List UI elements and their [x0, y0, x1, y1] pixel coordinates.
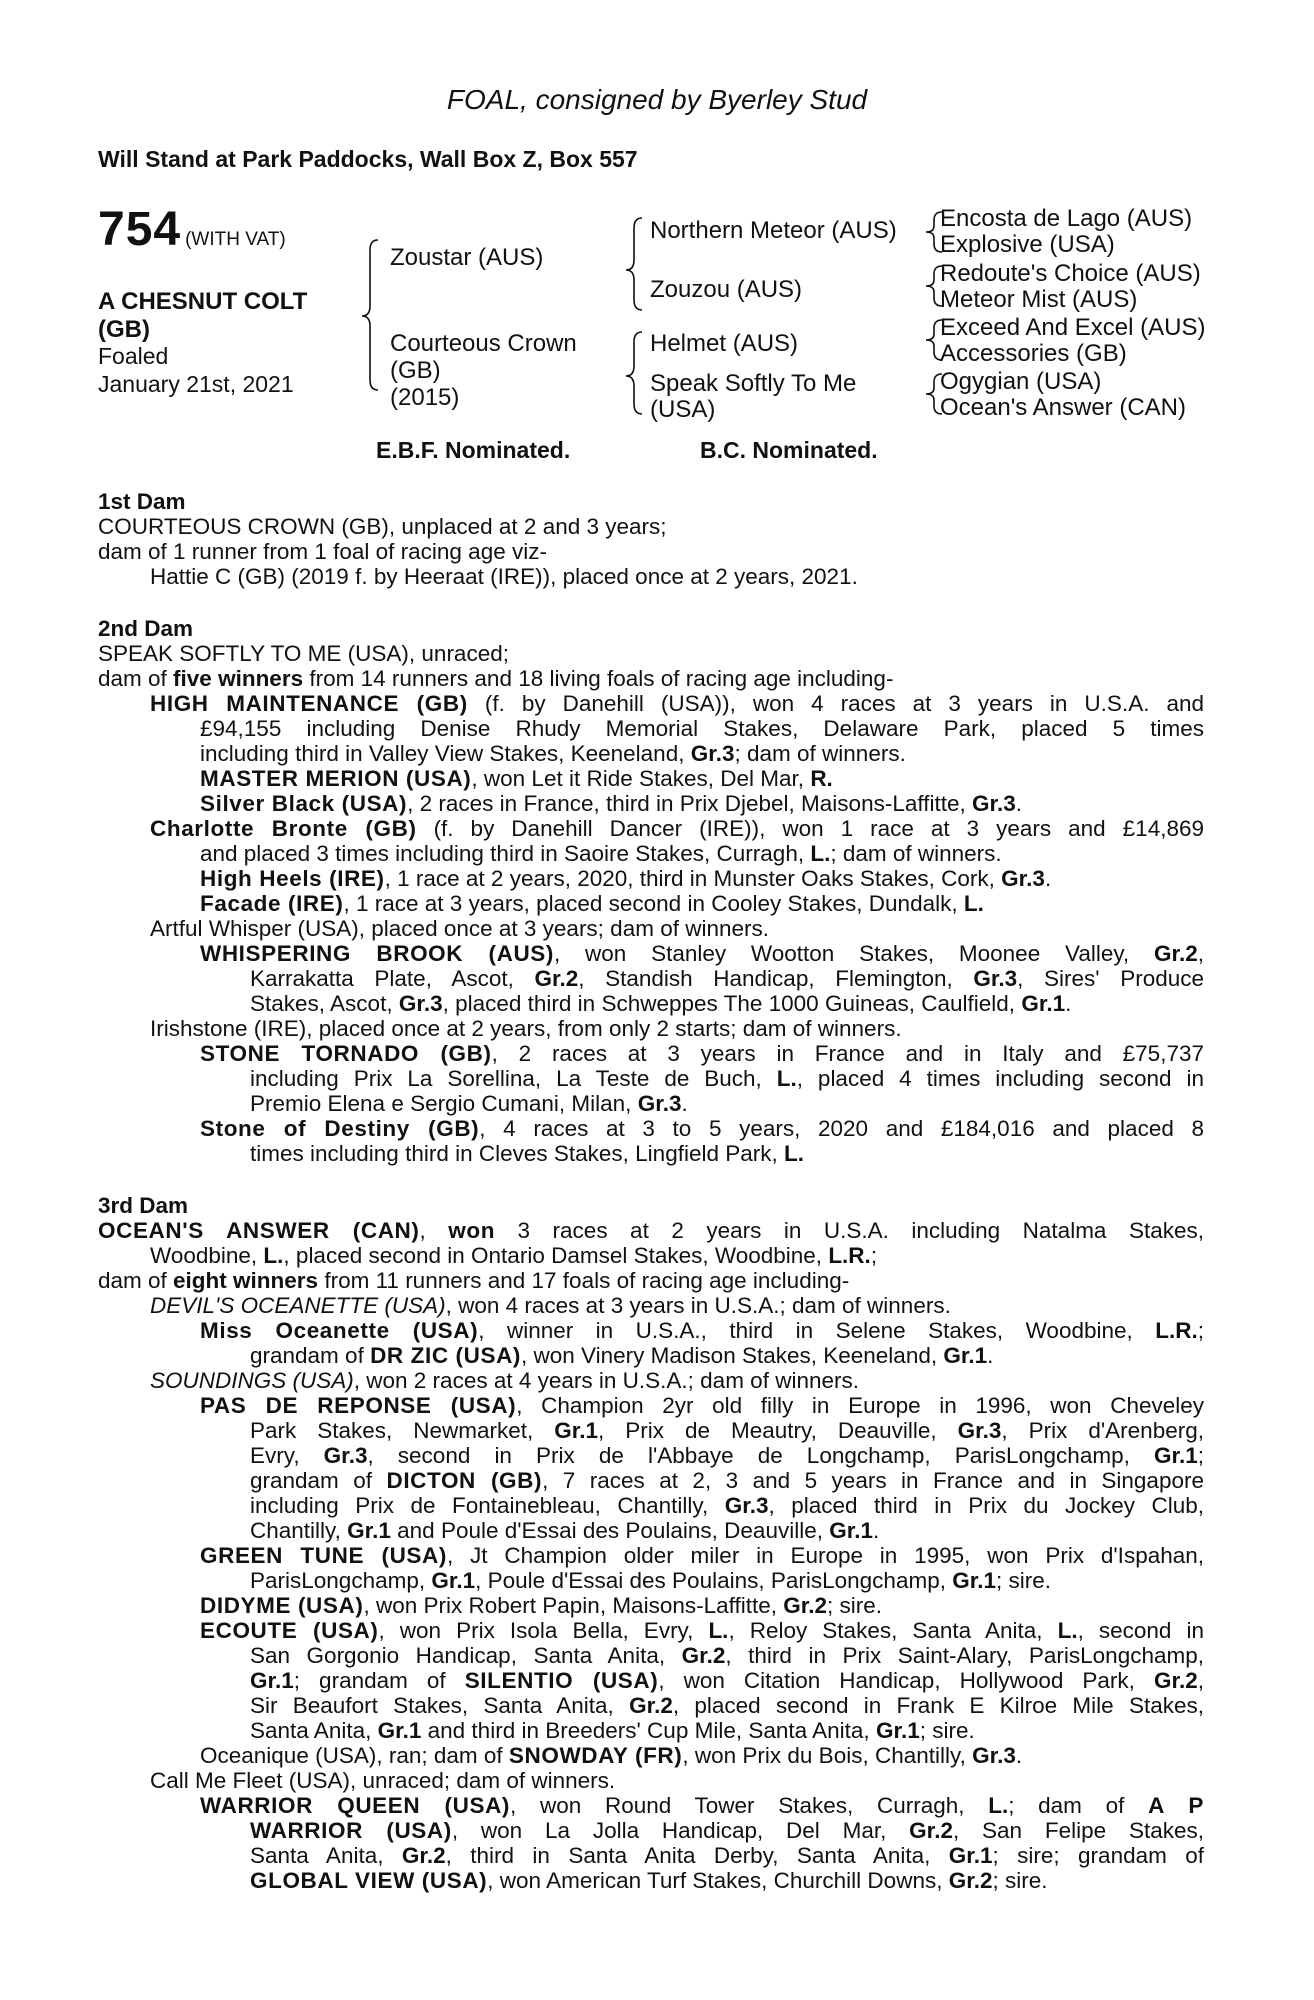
horse-name: Facade (IRE)	[200, 891, 344, 916]
text: , second in	[1077, 1618, 1204, 1643]
grade: Gr.1	[377, 1718, 422, 1743]
third-dam-line	[250, 1443, 1204, 1468]
grade: Gr.2	[681, 1643, 726, 1668]
text: , placed third in Prix du Jockey Club,	[768, 1493, 1204, 1518]
first-dam-line: dam of 1 runner from 1 foal of racing age viz-	[98, 539, 547, 564]
text: , won Prix Robert Papin, Maisons-Laffitte,	[363, 1593, 784, 1618]
text: , won Let it Ride Stakes, Del Mar,	[471, 766, 811, 791]
text: ParisLongchamp,	[250, 1568, 432, 1593]
grade: Gr.1	[431, 1568, 476, 1593]
second-dam-line: £94,155 including Denise Rhudy Memorial Stakes, Delaware Park, placed 5 times	[200, 716, 1204, 741]
horse-name: SILENTIO (USA)	[464, 1668, 659, 1693]
text: , 7 races at 2, 3 and 5 years in France and in Singapore	[542, 1468, 1204, 1493]
grade: Gr.1	[347, 1518, 391, 1543]
text: , winner in U.S.A., third in Selene Stakes, Woodbine,	[478, 1318, 1156, 1343]
lot-description-country: (GB)	[98, 316, 150, 343]
second-dam-line	[250, 1141, 804, 1166]
third-dam-line	[150, 1243, 877, 1268]
second-dam-line	[250, 1091, 688, 1116]
text: Woodbine,	[150, 1243, 264, 1268]
vat-label: (WITH VAT)	[185, 229, 286, 250]
horse-name: DR ZIC (USA)	[370, 1343, 522, 1368]
text: , 1 race at 3 years, placed second in Cooley Stakes, Dundalk,	[343, 891, 964, 916]
third-dam-line	[250, 1868, 1048, 1893]
horse-name: MASTER MERION (USA)	[200, 766, 472, 791]
horse-name: Stone of Destiny (GB)	[200, 1116, 480, 1141]
horse-name: DICTON (GB)	[386, 1468, 543, 1493]
horse-name: Miss Oceanette (USA)	[200, 1318, 479, 1343]
text: dam of	[98, 666, 174, 691]
third-dam-line: Call Me Fleet (USA), unraced; dam of winners.	[150, 1768, 616, 1793]
text: Santa Anita,	[250, 1843, 402, 1868]
grade: L.	[1057, 1618, 1078, 1643]
horse-name: A P	[1148, 1793, 1204, 1818]
pedigree-sire-sire: Northern Meteor (AUS)	[650, 217, 897, 244]
text: , Champion 2yr old filly in Europe in 1996, won Cheveley	[516, 1393, 1204, 1418]
text: and third in Breeders' Cup Mile, Santa Anita,	[421, 1718, 876, 1743]
grade: L.	[988, 1793, 1009, 1818]
horse-name: WARRIOR (USA)	[250, 1818, 452, 1843]
foaled-date: January 21st, 2021	[98, 371, 294, 397]
text: ,	[1197, 1668, 1204, 1693]
grade: Gr.2	[783, 1593, 828, 1618]
grade: Gr.3	[637, 1091, 682, 1116]
third-dam-line	[200, 1743, 1022, 1768]
text: Sir Beaufort Stakes, Santa Anita,	[250, 1693, 630, 1718]
text: , won Prix Isola Bella, Evry,	[378, 1618, 709, 1643]
text: , won Stanley Wootton Stakes, Moonee Valley,	[554, 941, 1154, 966]
grade: Gr.3	[398, 991, 443, 1016]
text: , Standish Handicap, Flemington,	[578, 966, 974, 991]
second-dam-line	[200, 891, 984, 916]
text: , Prix d'Arenberg,	[1001, 1418, 1204, 1443]
text: Karrakatta Plate, Ascot,	[250, 966, 535, 991]
pedigree-dds: Ogygian (USA)	[940, 368, 1102, 395]
text: Santa Anita,	[250, 1718, 378, 1743]
second-dam-heading: 2nd Dam	[98, 616, 194, 641]
text: ; sire.	[827, 1593, 883, 1618]
page-title: FOAL, consigned by Byerley Stud	[446, 84, 868, 115]
text: , Sires' Produce	[1017, 966, 1204, 991]
second-dam-line: Artful Whisper (USA), placed once at 3 years; dam of winners.	[150, 916, 770, 941]
second-dam-line	[200, 1041, 1204, 1066]
pedigree-dam-country: (GB)	[390, 357, 441, 384]
text: , Jt Champion older miler in Europe in 1995, won Prix d'Ispahan,	[446, 1543, 1205, 1568]
text: including Prix de Fontainebleau, Chantilly,	[250, 1493, 725, 1518]
foaled-label: Foaled	[98, 343, 169, 369]
horse-name: HIGH MAINTENANCE (GB)	[150, 691, 468, 716]
grade: L.R.	[828, 1243, 871, 1268]
second-dam-line	[150, 816, 1204, 841]
text: , won American Turf Stakes, Churchill Downs,	[487, 1868, 949, 1893]
pedigree-dam-dam: Speak Softly To Me	[650, 370, 857, 397]
text: ; sire.	[919, 1718, 975, 1743]
horse-name: WHISPERING BROOK (AUS)	[200, 941, 555, 966]
second-dam-line	[200, 766, 833, 791]
text: , Poule d'Essai des Poulains, ParisLongchamp,	[475, 1568, 953, 1593]
grade: L.	[263, 1243, 284, 1268]
grade: Gr.1	[948, 1843, 993, 1868]
text: won	[448, 1218, 496, 1243]
grade: Gr.1	[554, 1418, 599, 1443]
text: ;	[1197, 1443, 1204, 1468]
text: Oceanique (USA), ran; dam of	[200, 1743, 509, 1768]
bc-nomination: B.C. Nominated.	[700, 437, 878, 463]
grade: R.	[810, 766, 833, 791]
text: ; grandam of	[293, 1668, 465, 1693]
grade: Gr.3	[971, 791, 1016, 816]
text: , 4 races at 3 to 5 years, 2020 and £184,016 and placed 8	[479, 1116, 1204, 1141]
text: including third in Valley View Stakes, Keeneland,	[200, 741, 691, 766]
third-dam-line	[250, 1668, 1204, 1693]
grade: Gr.3	[690, 741, 735, 766]
grade: Gr.3	[323, 1443, 368, 1468]
text: Park Stakes, Newmarket,	[250, 1418, 555, 1443]
pedigree-dam-year: (2015)	[390, 384, 460, 411]
text: , won La Jolla Handicap, Del Mar,	[451, 1818, 910, 1843]
text: ;	[870, 1243, 878, 1268]
second-dam-line	[200, 791, 1022, 816]
text: Chantilly,	[250, 1518, 348, 1543]
second-dam-line: SPEAK SOFTLY TO ME (USA), unraced;	[98, 641, 509, 666]
grade: L.	[776, 1066, 797, 1091]
text: .	[1044, 866, 1052, 891]
grade: Gr.1	[952, 1568, 996, 1593]
horse-name: Charlotte Bronte (GB)	[150, 816, 417, 841]
horse-name: PAS DE REPONSE (USA)	[200, 1393, 517, 1418]
grade: Gr.2	[401, 1843, 446, 1868]
third-dam-line	[250, 1418, 1204, 1443]
third-dam-line	[200, 1793, 1204, 1818]
text: ; dam of	[1008, 1793, 1149, 1818]
third-dam-line	[150, 1368, 859, 1393]
pedigree-sss: Encosta de Lago (AUS)	[940, 205, 1193, 232]
text: ;	[1197, 1318, 1204, 1343]
text: grandam of	[250, 1468, 387, 1493]
text: .	[873, 1518, 880, 1543]
grade: Gr.3	[972, 1743, 1016, 1768]
text: .	[681, 1091, 688, 1116]
text: San Gorgonio Handicap, Santa Anita,	[250, 1643, 682, 1668]
grade: Gr.1	[1021, 991, 1066, 1016]
text: , 1 race at 2 years, 2020, third in Munster Oaks Stakes, Cork,	[384, 866, 1002, 891]
horse-name: DIDYME (USA)	[200, 1593, 364, 1618]
grade: Gr.3	[1001, 866, 1045, 891]
horse-name: STONE TORNADO (GB)	[200, 1041, 492, 1066]
second-dam-line	[150, 691, 1204, 716]
third-dam-line	[250, 1468, 1204, 1493]
horse-name: ECOUTE (USA)	[200, 1618, 379, 1643]
grade: Gr.1	[943, 1343, 988, 1368]
first-dam-line: Hattie C (GB) (2019 f. by Heeraat (IRE)), placed once at 2 years, 2021.	[150, 564, 858, 589]
grade: L.	[963, 891, 984, 916]
lot-number-value: 754	[98, 203, 182, 256]
text: from 14 runners and 18 living foals of racing age including-	[303, 666, 894, 691]
pedigree-dam-dam-country: (USA)	[650, 396, 716, 423]
text: , second in Prix de l'Abbaye de Longchamp, ParisLongchamp,	[367, 1443, 1154, 1468]
pedigree-dam: Courteous Crown	[390, 330, 577, 357]
text: Stakes, Ascot,	[250, 991, 399, 1016]
first-dam-line: COURTEOUS CROWN (GB), unplaced at 2 and 3 years;	[98, 514, 667, 539]
text: (f. by Danehill (USA)), won 4 races at 3 years in U.S.A. and	[467, 691, 1204, 716]
horse-name: WARRIOR QUEEN (USA)	[200, 1793, 511, 1818]
text: dam of	[98, 1268, 174, 1293]
second-dam-line	[200, 866, 1051, 891]
first-dam-heading: 1st Dam	[98, 489, 186, 514]
third-dam-line	[250, 1518, 879, 1543]
horse-name: Silver Black (USA)	[200, 791, 408, 816]
text: , Reloy Stakes, Santa Anita,	[728, 1618, 1058, 1643]
pedigree-sds: Redoute's Choice (AUS)	[940, 260, 1201, 287]
text: , third in Prix Saint-Alary, ParisLongchamp,	[725, 1643, 1204, 1668]
third-dam-heading: 3rd Dam	[98, 1193, 189, 1218]
second-dam-line	[98, 666, 893, 691]
grade: Gr.1	[829, 1518, 873, 1543]
text: ; sire; grandam of	[992, 1843, 1204, 1868]
second-dam-line	[200, 741, 906, 766]
text: (f. by Danehill Dancer (IRE)), won 1 race at 3 years and £14,869	[416, 816, 1204, 841]
third-dam-line	[98, 1268, 849, 1293]
text: , placed second in Ontario Damsel Stakes, Woodbine,	[283, 1243, 829, 1268]
text: .	[1065, 991, 1072, 1016]
horse-name: GREEN TUNE (USA)	[200, 1543, 447, 1568]
third-dam-line	[250, 1843, 1204, 1868]
grade: Gr.1	[1153, 1443, 1198, 1468]
text: five winners	[173, 666, 304, 691]
grade: Gr.3	[957, 1418, 1002, 1443]
text: grandam of	[250, 1343, 371, 1368]
text: including Prix La Sorellina, La Teste de Buch,	[250, 1066, 777, 1091]
text: , 2 races in France, third in Prix Djebel, Maisons-Laffitte,	[407, 791, 972, 816]
horse-name: High Heels (IRE)	[200, 866, 385, 891]
text: Evry,	[250, 1443, 324, 1468]
grade: Gr.2	[629, 1693, 673, 1718]
grade: Gr.1	[875, 1718, 920, 1743]
text: , won Round Tower Stakes, Curragh,	[510, 1793, 989, 1818]
grade: Gr.2	[534, 966, 579, 991]
grade: Gr.1	[250, 1668, 294, 1693]
grade: Gr.2	[1153, 941, 1198, 966]
text: eight winners	[173, 1268, 319, 1293]
text: ; sire.	[996, 1568, 1052, 1593]
pedigree-dss: Exceed And Excel (AUS)	[940, 314, 1206, 341]
text: Premio Elena e Sergio Cumani, Milan,	[250, 1091, 638, 1116]
second-dam-line	[250, 1066, 1204, 1091]
third-dam-line	[250, 1643, 1204, 1668]
pedigree-sire: Zoustar (AUS)	[390, 244, 544, 271]
text: , placed second in Frank E Kilroe Mile Stakes,	[672, 1693, 1204, 1718]
text: times including third in Cleves Stakes, Lingfield Park,	[250, 1141, 785, 1166]
third-dam-line	[250, 1818, 1204, 1843]
grade: L.	[810, 841, 831, 866]
text: ; dam of winners.	[830, 841, 1002, 866]
text: , placed 4 times including second in	[796, 1066, 1204, 1091]
text: , won Vinery Madison Stakes, Keeneland,	[521, 1343, 944, 1368]
third-dam-line	[250, 1343, 993, 1368]
text: , Prix de Meautry, Deauville,	[598, 1418, 958, 1443]
text: 3 races at 2 years in U.S.A. including Natalma Stakes,	[495, 1218, 1204, 1243]
text: ; dam of winners.	[734, 741, 906, 766]
second-dam-line	[200, 1116, 1204, 1141]
lot-description: A CHESNUT COLT	[98, 288, 308, 315]
pedigree-sire-dam: Zouzou (AUS)	[650, 276, 803, 303]
grade: L.	[784, 1141, 805, 1166]
third-dam-line	[200, 1618, 1204, 1643]
pedigree-ssd: Explosive (USA)	[940, 231, 1115, 258]
third-dam-line	[250, 1568, 1051, 1593]
grade: L.R.	[1155, 1318, 1198, 1343]
third-dam-line	[200, 1543, 1204, 1568]
text: , 2 races at 3 years in France and in Italy and £75,737	[491, 1041, 1204, 1066]
third-dam-line	[250, 1718, 975, 1743]
third-dam-line	[250, 1693, 1204, 1718]
text: .	[1015, 791, 1023, 816]
grade: Gr.3	[724, 1493, 769, 1518]
grade: Gr.2	[909, 1818, 953, 1843]
third-dam-line	[200, 1393, 1204, 1418]
stand-location: Will Stand at Park Paddocks, Wall Box Z, Box 557	[98, 146, 638, 172]
third-dam-line	[200, 1593, 882, 1618]
second-dam-line	[200, 941, 1204, 966]
horse-name: GLOBAL VIEW (USA)	[250, 1868, 488, 1893]
text: .	[1015, 1743, 1023, 1768]
text: ,	[1197, 941, 1205, 966]
horse-name: DEVIL'S OCEANETTE (USA)	[150, 1293, 446, 1318]
third-dam-line	[200, 1318, 1204, 1343]
horse-name: SNOWDAY (FR)	[508, 1743, 683, 1768]
text: ; sire.	[992, 1868, 1048, 1893]
pedigree-dsd: Accessories (GB)	[940, 340, 1127, 367]
horse-name: OCEAN'S ANSWER (CAN)	[98, 1218, 420, 1243]
grade: Gr.2	[1153, 1668, 1198, 1693]
text: from 11 runners and 17 foals of racing age including-	[318, 1268, 850, 1293]
text: and Poule d'Essai des Poulains, Deauville,	[390, 1518, 830, 1543]
second-dam-line	[250, 991, 1071, 1016]
grade: L.	[708, 1618, 729, 1643]
second-dam-line	[250, 966, 1204, 991]
third-dam-line	[150, 1293, 951, 1318]
text: , placed third in Schweppes The 1000 Guineas, Caulfield,	[442, 991, 1022, 1016]
ebf-nomination: E.B.F. Nominated.	[376, 437, 571, 463]
third-dam-line	[250, 1493, 1204, 1518]
text: , won 2 races at 4 years in U.S.A.; dam of winners.	[353, 1368, 859, 1393]
text: , won 4 races at 3 years in U.S.A.; dam of winners.	[445, 1293, 951, 1318]
third-dam-line: OCEAN'S ANSWER (CAN), won 3 races at 2 years in U.S.A. including Natalma Stakes,	[98, 1218, 1204, 1243]
text: , third in Santa Anita Derby, Santa Anita,	[445, 1843, 949, 1868]
grade: Gr.2	[948, 1868, 993, 1893]
text: , won Citation Handicap, Hollywood Park,	[658, 1668, 1154, 1693]
text: .	[987, 1343, 994, 1368]
second-dam-line	[200, 841, 1002, 866]
text: , won Prix du Bois, Chantilly,	[682, 1743, 973, 1768]
text: and placed 3 times including third in Saoire Stakes, Curragh,	[200, 841, 811, 866]
pedigree-dam-sire: Helmet (AUS)	[650, 330, 799, 357]
grade: Gr.3	[973, 966, 1018, 991]
pedigree-sdd: Meteor Mist (AUS)	[940, 286, 1138, 313]
pedigree-ddd: Ocean's Answer (CAN)	[940, 394, 1186, 421]
second-dam-line: Irishstone (IRE), placed once at 2 years, from only 2 starts; dam of winners.	[150, 1016, 902, 1041]
horse-name: SOUNDINGS (USA)	[150, 1368, 354, 1393]
text: , San Felipe Stakes,	[952, 1818, 1204, 1843]
